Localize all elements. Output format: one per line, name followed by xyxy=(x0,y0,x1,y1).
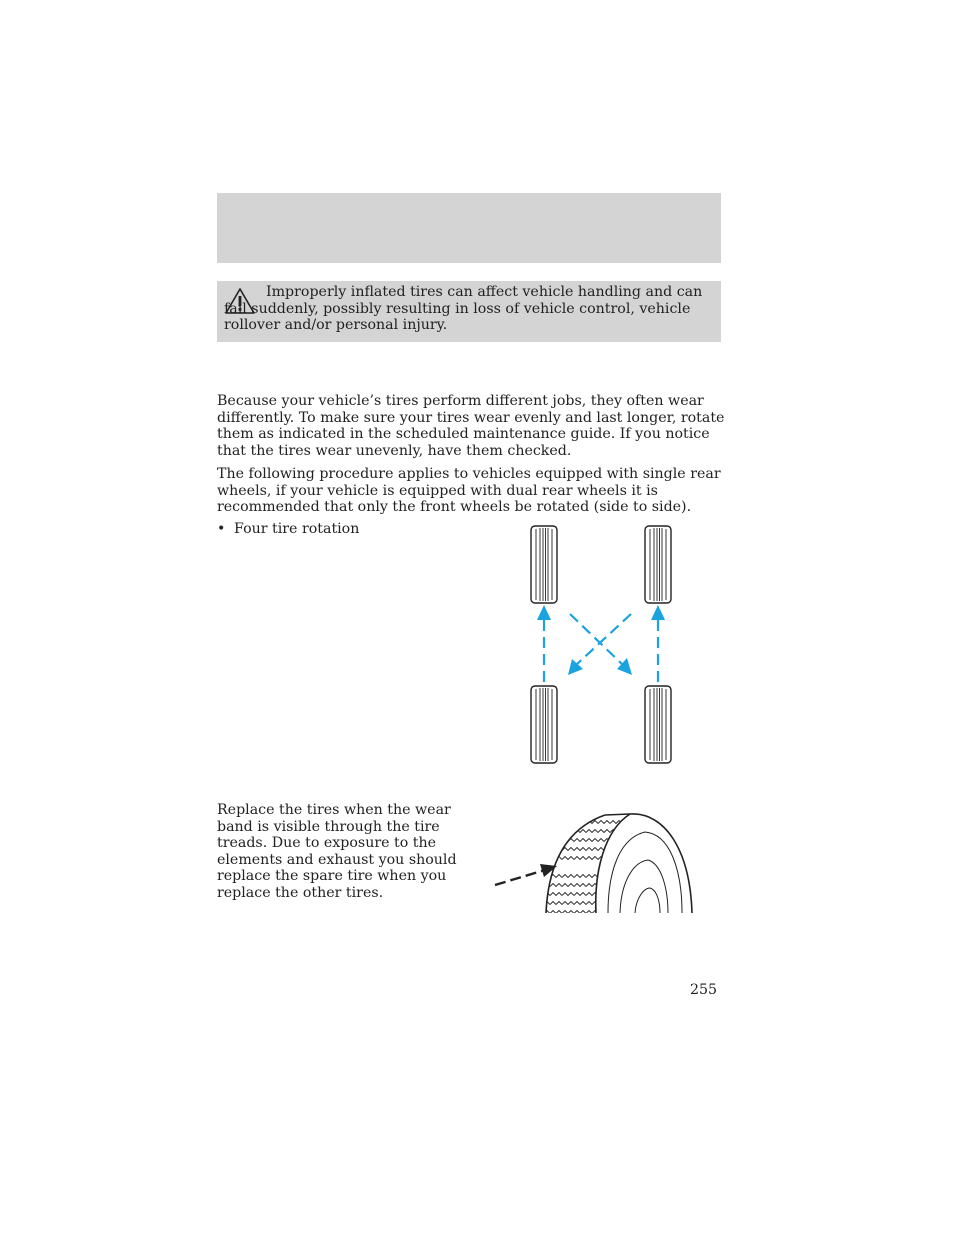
warning-text: Improperly inflated tires can affect vehicle handling and can fail suddenly, possibly resulting in loss of vehicle control, vehicle rollover and/or personal injury. xyxy=(224,284,703,333)
section-header-band xyxy=(217,193,721,263)
tire-front-left xyxy=(531,526,557,603)
procedure-note-paragraph: The following procedure applies to vehicles equipped with single rear wheels, if your vehicle is equipped with dual rear wheels it is recommended that only the front wheels be rotated (side to side). xyxy=(217,466,721,515)
tire-rear-left xyxy=(531,686,557,763)
tire-wear-band-diagram xyxy=(490,810,700,920)
page-number: 255 xyxy=(690,982,718,998)
bullet-label: Four tire rotation xyxy=(234,521,360,537)
bullet-symbol: • xyxy=(217,521,226,537)
warning-box xyxy=(217,281,721,342)
wear-band-paragraph: Replace the tires when the wear band is visible through the tire treads. Due to exposure to the elements and exhaust you should replace the spare tire when you replace the other tires. xyxy=(217,802,457,901)
rotation-arrows xyxy=(544,614,658,682)
arrow-heads xyxy=(537,605,665,675)
rotation-intro-paragraph: Because your vehicle’s tires perform different jobs, they often wear differently. To make sure your tires wear evenly and last longer, rotate them as indicated in the scheduled maintenance guide. If you notice that the tires wear unevenly, have them checked. xyxy=(217,393,725,459)
tire-front-right xyxy=(645,526,671,603)
rotation-diagram xyxy=(520,522,720,772)
tire-rear-right xyxy=(645,686,671,763)
wear-band-pointer-arrow xyxy=(495,864,557,885)
